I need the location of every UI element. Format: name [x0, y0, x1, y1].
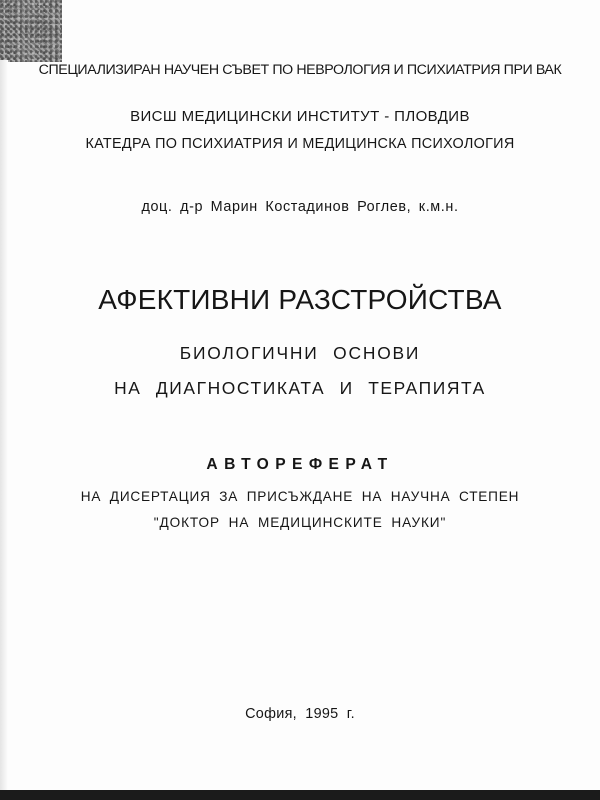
subtitle-line-2: НА ДИАГНОСТИКАТА И ТЕРАПИЯТА: [114, 378, 486, 398]
council-heading: СПЕЦИАЛИЗИРАН НАУЧЕН СЪВЕТ ПО НЕВРОЛОГИЯ И ПСИХИАТРИЯ ПРИ ВАК: [38, 62, 562, 78]
department-heading: КАТЕДРА ПО ПСИХИАТРИЯ И МЕДИЦИНСКА ПСИХОЛОГИЯ: [85, 136, 515, 152]
scan-artifact-corner: [0, 0, 62, 62]
dissertation-line-2: "ДОКТОР НА МЕДИЦИНСКИТЕ НАУКИ": [153, 515, 447, 530]
subtitle-line-1: БИОЛОГИЧНИ ОСНОВИ: [179, 343, 421, 363]
institute-heading: ВИСШ МЕДИЦИНСКИ ИНСТИТУТ - ПЛОВДИВ: [130, 108, 470, 125]
document-type: АВТОРЕФЕРАТ: [206, 456, 394, 473]
dissertation-line-1: НА ДИСЕРТАЦИЯ ЗА ПРИСЪЖДАНЕ НА НАУЧНА СТЕПЕН: [80, 489, 520, 504]
scan-artifact-bottom-bar: [0, 790, 600, 800]
author-name: доц. д-р Марин Костадинов Роглев, к.м.н.: [141, 199, 459, 215]
document-title: АФЕКТИВНИ РАЗСТРОЙСТВА: [98, 284, 502, 315]
scan-artifact-edge: [0, 60, 8, 800]
place-and-year: София, 1995 г.: [245, 706, 355, 722]
